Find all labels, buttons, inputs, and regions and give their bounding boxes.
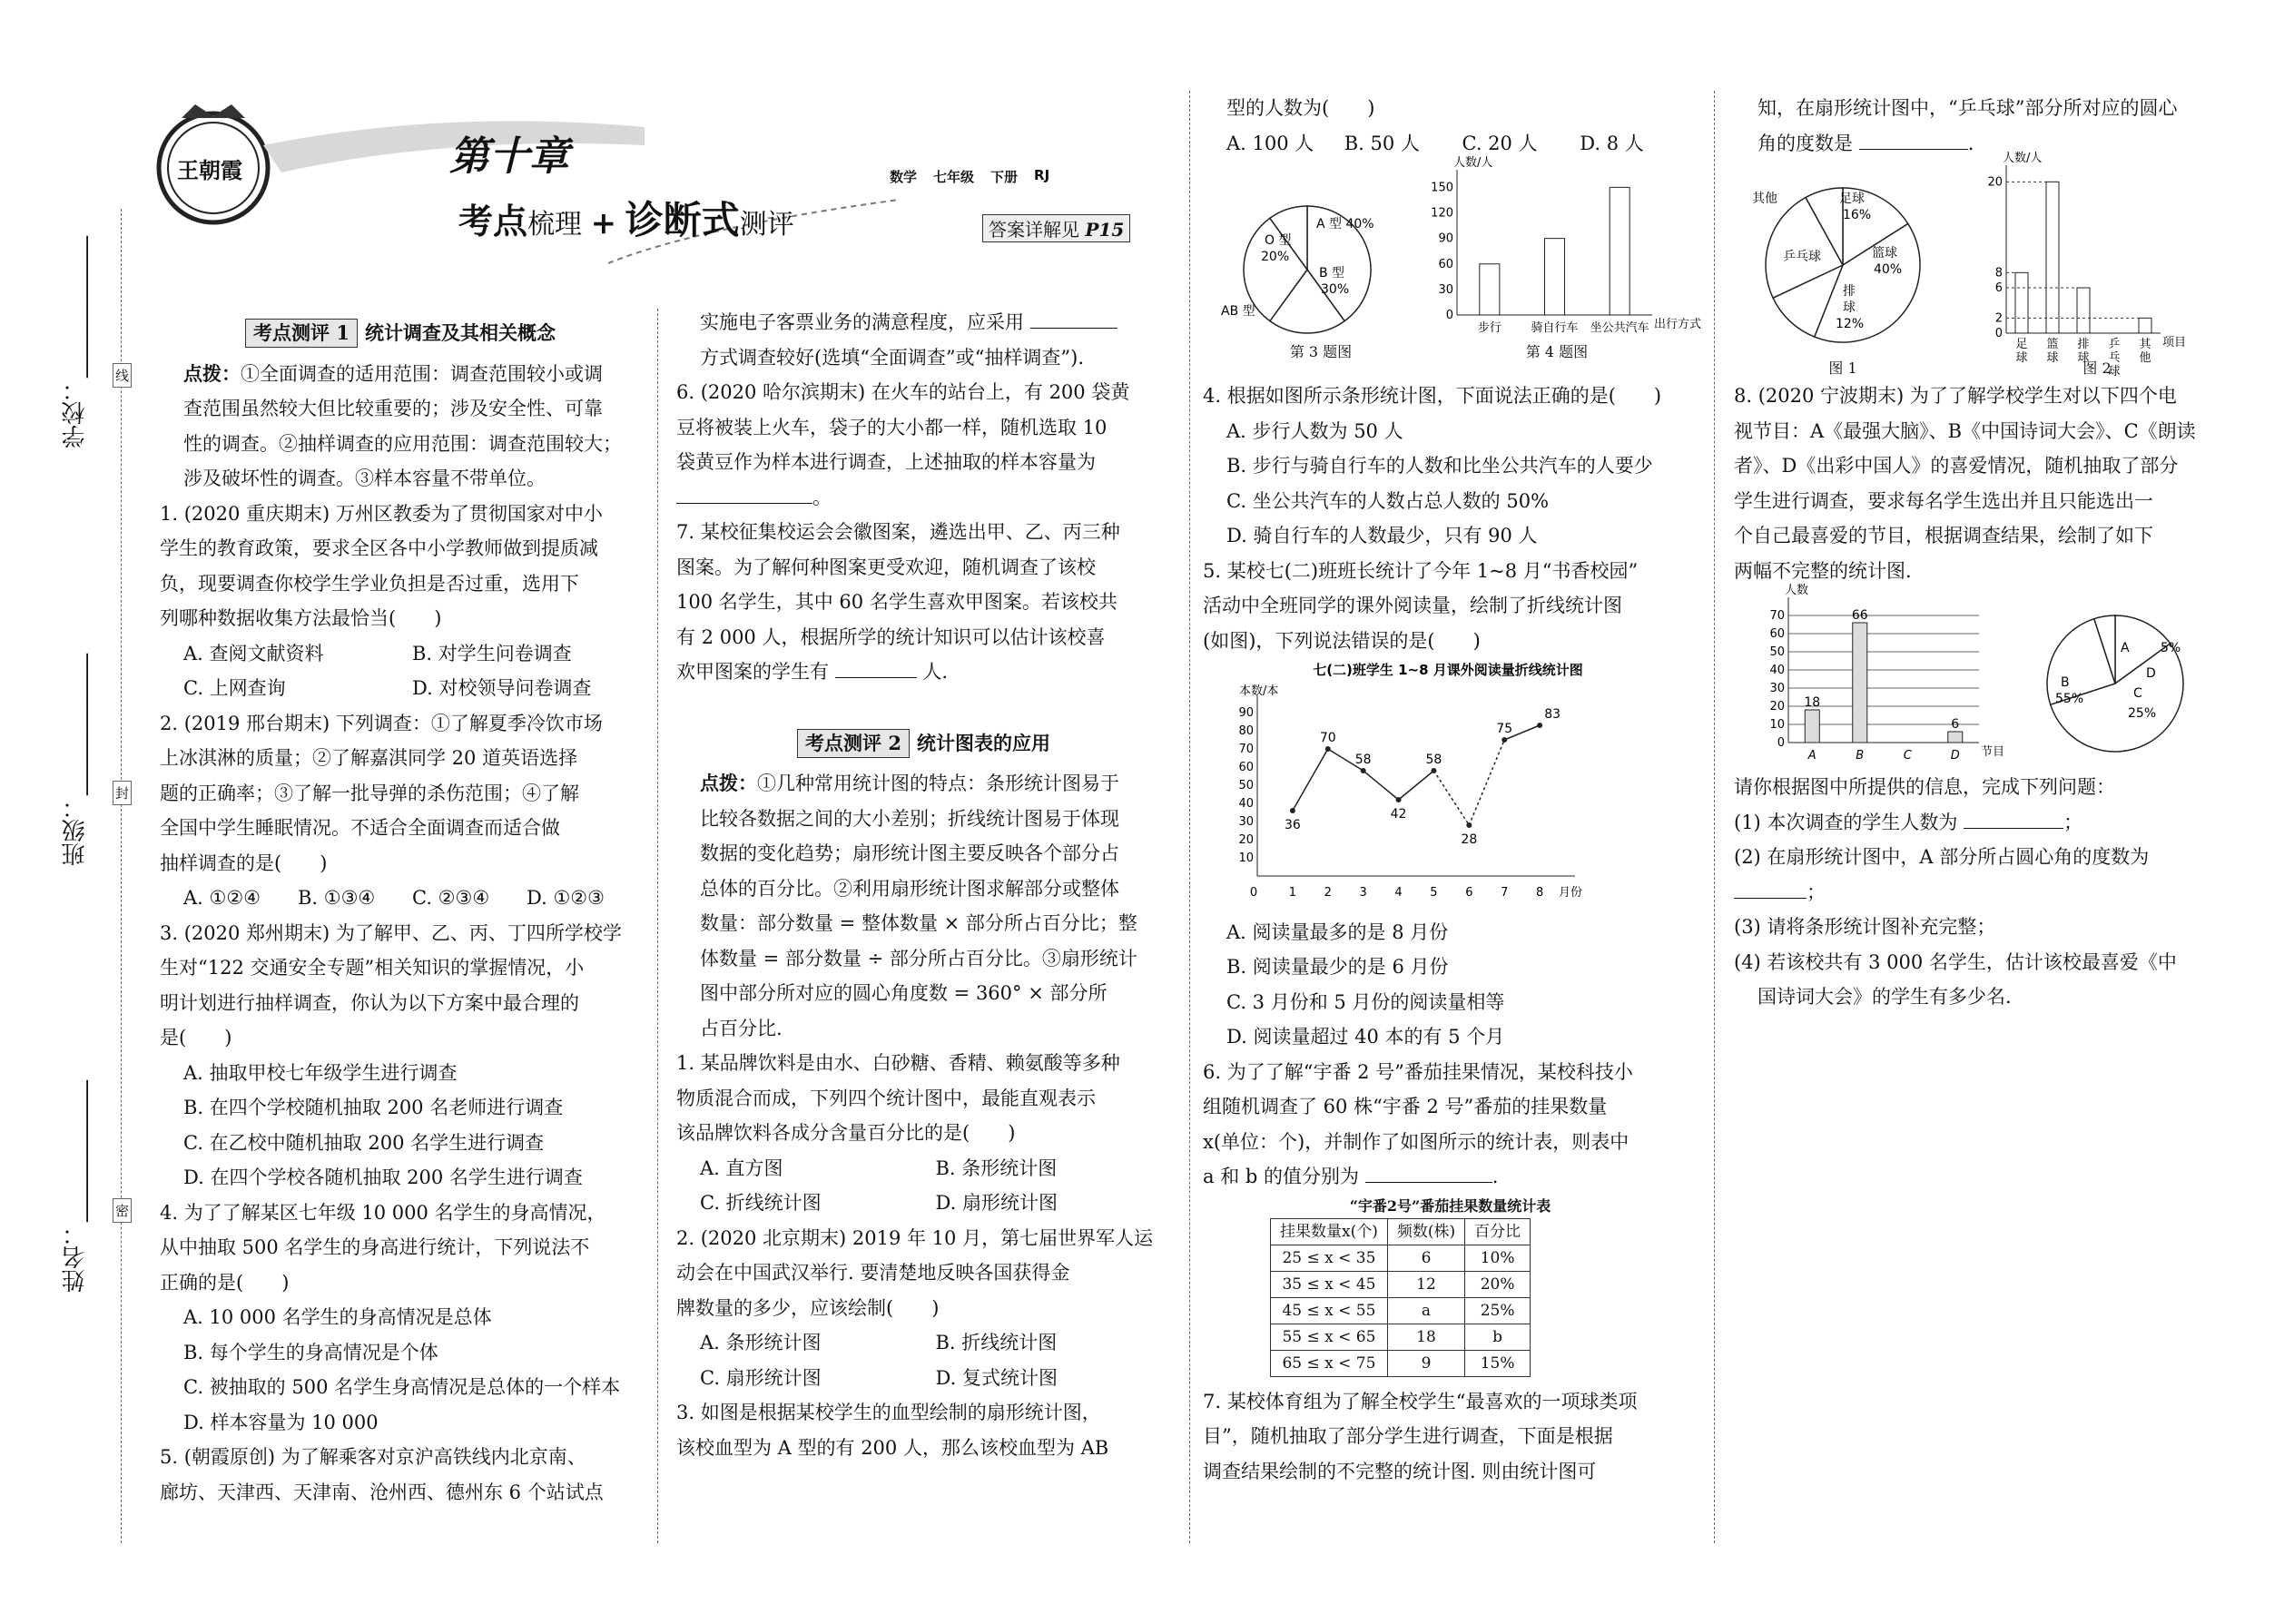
column-2 [676, 305, 1171, 1465]
data-label: 36 [1284, 818, 1301, 832]
question-2-8: 8. (2020 宁波期末) 为了了解学校学生对以下四个电 视节目：A《最强大脑》、B《中国诗词大会》、C《朗读 者》、D《出彩中国人》的喜爱情况，随机抽取了部分 学生进行调查，要求每名学生选出并且只能选出一 个自己最喜爱的节目，根据调查结果，绘制了如下 两幅不完整的统计图. [1734, 385, 2196, 582]
y-tick-label: 10 [1769, 718, 1785, 732]
data-label: 18 [1804, 695, 1821, 710]
data-point [1325, 746, 1331, 752]
pie8-label-a: A [2121, 641, 2130, 655]
y-tick-label: 20 [1987, 175, 2003, 190]
x-tick-label: 0 [1249, 886, 1258, 900]
column-divider-2 [1189, 91, 1190, 1543]
question-2-5-options: A. 阅读量最多的是 8 月份 B. 阅读量最少的是 6 月份 C. 3 月份和 5 月份的阅读量相等 D. 阅读量超过 40 本的有 5 个月 [1226, 920, 1505, 1048]
figure-2-caption: 图 2 [2082, 359, 2112, 377]
table-row [1271, 1271, 1531, 1297]
bar [1948, 732, 1963, 743]
column-divider-1 [657, 309, 658, 1543]
question-1-3-options: A. 抽取甲校七年级学生进行调查 B. 在四个学校随机抽取 200 名老师进行调查 C. 在乙校中随机抽取 200 名学生进行调查 D. 在四个学校各随机抽取 200 名学生进行调查 [183, 1061, 583, 1188]
seal-mark-1: 线 [113, 363, 132, 388]
table-row [1271, 1297, 1531, 1324]
pie3-label-b-pct: 30% [1321, 282, 1350, 297]
logo-seal [150, 100, 277, 227]
y-tick-label: 60 [1438, 257, 1453, 271]
question-2-2: 2. (2020 北京期末) 2019 年 10 月，第七届世界军人运 动会在中国武汉举行. 要清楚地反映各国获得金 牌数量的多少，应该绘制( ) [676, 1226, 1154, 1319]
column-4 [1734, 91, 2242, 1015]
figure-1-caption: 图 1 [1828, 359, 1857, 377]
answer-blank[interactable] [676, 484, 812, 504]
data-label: 58 [1354, 753, 1372, 767]
y-tick-label: 50 [1769, 645, 1785, 659]
answer-blank[interactable] [1734, 879, 1807, 899]
figure-4-caption: 第 4 题图 [1525, 343, 1589, 360]
x-tick-label: C [1903, 749, 1912, 763]
bar [2139, 318, 2151, 333]
y-tick-label: 20 [1238, 833, 1254, 847]
pie7-label-football-pct: 16% [1843, 208, 1872, 222]
bar [1853, 623, 1867, 743]
y-tick-label: 30 [1769, 682, 1785, 695]
x-tick-label: 篮 [2046, 338, 2059, 351]
question-2-3-options: A. 100 人 B. 50 人 C. 20 人 D. 8 人 [1226, 132, 1644, 154]
pie8-label-c: C [2133, 686, 2142, 701]
question-2-7-cont: 知，在扇形统计图中，“乒乓球”部分所对应的圆心 角的度数是 . [1757, 97, 2178, 154]
x-tick-label: 2 [1324, 886, 1332, 900]
bar [1610, 187, 1629, 315]
column-divider-3 [1714, 91, 1715, 1543]
y-tick-label: 120 [1431, 206, 1453, 221]
figure-3-caption: 第 3 题图 [1289, 343, 1353, 360]
pie-chart-q3 [1221, 179, 1421, 360]
table-cell: 35 ≤ x < 45 [1271, 1271, 1388, 1297]
question-2-1-options: A. 直方图 B. 条形统计图 C. 折线统计图 D. 扇形统计图 [700, 1156, 1058, 1214]
section-2-header [676, 726, 1171, 762]
data-label: 28 [1461, 832, 1478, 847]
x-tick-label: 3 [1359, 886, 1367, 900]
x-tick-label: 1 [1288, 886, 1297, 900]
y-axis-label: 人数/人 [2003, 152, 2043, 165]
x-tick-label: 球 [2108, 365, 2121, 379]
table-cell: 20% [1465, 1271, 1531, 1297]
answer-ref: 答案详解见 P15 [982, 214, 1130, 242]
x-tick-label: 8 [1535, 886, 1544, 900]
y-tick-label: 90 [1238, 706, 1254, 720]
x-tick-label: 其 [2139, 338, 2151, 351]
table-cell: 25% [1465, 1297, 1531, 1324]
pie-chart-q8 [2024, 606, 2206, 761]
bar [2015, 272, 2028, 333]
pie7-label-volleyball-pct: 12% [1836, 317, 1865, 331]
chapter-title: 第十章 [449, 133, 569, 180]
y-axis-label: 人数 [1785, 584, 1809, 597]
pie3-label-o: O 型 [1265, 233, 1292, 248]
seal-mark-3: 密 [113, 1198, 132, 1223]
question-1-4-options: A. 10 000 名学生的身高情况是总体 B. 每个学生的身高情况是个体 C. 被抽取的 500 名学生身高情况是总体的一个样本 D. 样本容量为 10 000 [183, 1306, 621, 1433]
answer-blank[interactable] [1365, 1163, 1492, 1183]
line-segment [1364, 771, 1399, 800]
bar-chart-q8 [1752, 584, 2006, 770]
y-tick-label: 150 [1431, 181, 1453, 195]
y-tick-label: 0 [1994, 327, 2003, 340]
line-segment [1293, 749, 1328, 811]
figures-3-4 [1203, 156, 1702, 379]
question-2-4-options: A. 步行人数为 50 人 B. 步行与骑自行车的人数和比坐公共汽车的人要少 C. 坐公共汽车的人数占总人数的 50% D. 骑自行车的人数最少，只有 90 人 [1226, 419, 1653, 546]
pie7-label-basketball: 篮球 [1872, 246, 1897, 261]
question-1-4: 4. 为了了解某区七年级 10 000 名学生的身高情况， 从中抽取 500 名学生的身高进行统计，下列说法不 正确的是( ) [160, 1201, 606, 1294]
answer-blank[interactable] [1030, 309, 1117, 329]
pie7-label-pingpong: 乒乓球 [1783, 250, 1821, 264]
table-cell: 25 ≤ x < 35 [1271, 1245, 1388, 1271]
y-tick-label: 10 [1238, 851, 1254, 865]
y-tick-label: 80 [1238, 724, 1254, 738]
header-subtitle: 考点梳理 + 诊断式测评 [458, 198, 794, 242]
line-chart-q5 [1203, 658, 1693, 903]
x-tick-label: 乓 [2108, 351, 2121, 365]
y-tick-label: 2 [1994, 311, 2003, 326]
x-axis-label: 节目 [1981, 745, 2005, 759]
question-1-5-cont: 实施电子客票业务的满意程度，应采用 方式调查较好(选填“全面调查”或“抽样调查”). [676, 305, 1171, 375]
question-1-2-options: A. ①②④ B. ①③④ C. ②③④ D. ①②③ [183, 887, 605, 909]
question-1-1-options: A. 查阅文献资料 B. 对学生问卷调查 C. 上网查询 D. 对校领导问卷调查 [183, 642, 592, 699]
bar [2077, 288, 2090, 333]
x-tick-label: D [1950, 749, 1960, 763]
data-point [1431, 768, 1436, 773]
x-axis-label: 出行方式 [1654, 318, 1702, 331]
answer-blank[interactable] [1859, 130, 1968, 150]
table-cell: a [1387, 1297, 1464, 1324]
pie3-label-a: A 型 40% [1316, 217, 1374, 231]
table-cell: 10% [1465, 1245, 1531, 1271]
answer-blank[interactable] [1964, 809, 2063, 829]
table-header-cell: 挂果数量x(个) [1271, 1218, 1388, 1245]
pie8-label-a-pct: 5% [2161, 641, 2181, 655]
column-3 [1203, 91, 1702, 1489]
data-label: 58 [1425, 753, 1442, 767]
book-meta: 数学 七年级 下册 RJ [890, 167, 1050, 185]
y-axis-label: 人数/人 [1453, 156, 1493, 170]
name-label: 姓名：____________ [62, 1080, 89, 1293]
x-tick-label: 7 [1501, 886, 1509, 900]
question-2-3-cont: 型的人数为( ) [1226, 97, 1375, 119]
x-tick-label: 球 [2015, 351, 2028, 365]
pie7-label-other: 其他 [1752, 192, 1777, 206]
line-segment [1433, 771, 1469, 825]
pie-chart-q7 [1752, 170, 1943, 351]
bar [1545, 239, 1565, 315]
data-label: 6 [1951, 717, 1960, 732]
question-2-3: 3. 如图是根据某校学生的血型绘制的扇形统计图， 该校血型为 A 型的有 200 人，那么该校血型为 AB [676, 1402, 1109, 1459]
x-axis-label: 月份 [1559, 886, 1583, 900]
table-header-row [1271, 1218, 1531, 1245]
data-point [1537, 723, 1542, 728]
bar-chart-q4 [1412, 156, 1702, 342]
table-header-cell: 百分比 [1465, 1218, 1531, 1245]
line-chart-title: 七(二)班学生 1~8 月课外阅读量折线统计图 [1313, 662, 1583, 678]
x-tick-label: 骑自行车 [1531, 321, 1579, 335]
y-tick-label: 50 [1238, 779, 1254, 792]
data-label: 75 [1496, 722, 1513, 736]
pie3-label-o-pct: 20% [1261, 250, 1290, 264]
table-cell: 55 ≤ x < 65 [1271, 1324, 1388, 1350]
table-cell: 45 ≤ x < 55 [1271, 1297, 1388, 1324]
section-2-title: 统计图表的应用 [916, 731, 1050, 754]
figures-8 [1734, 584, 2242, 770]
school-label: 学校：____________ [62, 236, 89, 448]
data-label: 70 [1319, 731, 1336, 745]
bar [1480, 264, 1500, 315]
section-1-title: 统计调查及其相关概念 [364, 321, 556, 344]
table-row [1271, 1324, 1531, 1350]
x-tick-label: 足 [2015, 338, 2028, 351]
section-1-badge: 考点测评 1 [245, 319, 358, 348]
class-label: 班级：____________ [62, 654, 89, 866]
question-2-4: 4. 根据如图所示条形统计图，下面说法正确的是( ) [1203, 385, 1662, 407]
data-point [1466, 822, 1472, 828]
table-row [1271, 1350, 1531, 1376]
pie8-label-d: D [2146, 666, 2156, 681]
question-2-8-subs: (1) 本次调查的学生人数为 ； (2) 在扇形统计图中，A 部分所占圆心角的度数为 ； (3) 请将条形统计图补充完整； (4) 若该校共有 3 000 名学生，估计该校最喜爱《中 国诗词大会》的学生有多少名. [1734, 805, 2242, 1015]
data-point [1396, 797, 1402, 802]
question-2-8-ask: 请你根据图中所提供的信息，完成下列问题： [1734, 776, 2115, 798]
pie3-label-ab: AB 型 [1221, 304, 1255, 319]
pie3-label-b: B 型 [1319, 266, 1345, 281]
data-label: 66 [1851, 608, 1868, 623]
logo-text: 王朝霞 [177, 157, 242, 183]
y-axis-label: 本数/本 [1239, 684, 1279, 698]
question-1-1: 1. (2020 重庆期末) 万州区教委为了贯彻国家对中小 学生的教育政策，要求全区各中小学教师做到提质减 负，现要调查你校学生学业负担是否过重，选用下 列哪种数据收集方法最恰当( ) [160, 502, 603, 629]
column-1 [160, 310, 641, 1510]
y-tick-label: 90 [1438, 231, 1453, 246]
section-1-tip: 点拨：①全面调查的适用范围：调查范围较小或调 查范围虽然较大但比较重要的；涉及安全性、可靠 性的调查。②抽样调查的应用范围：调查范围较大； 涉及破坏性的调查。③样本容量不带单位。 [183, 361, 622, 489]
answer-blank[interactable] [835, 658, 917, 678]
table-title: “宇番2号”番茄挂果数量统计表 [1349, 1196, 1551, 1215]
line-segment [1399, 771, 1434, 800]
question-2-1: 1. 某品牌饮料是由水、白砂糖、香精、赖氨酸等多种 物质混合而成，下列四个统计图中，最能直观表示 该品牌饮料各成分含量百分比的是( ) [676, 1052, 1120, 1144]
question-1-5: 5. (朝霞原创) 为了解乘客对京沪高铁线内北京南、 廊坊、天津西、天津南、沧州西、德州东 6 个站试点 [160, 1446, 604, 1503]
table-cell: 6 [1387, 1245, 1464, 1271]
section-2-badge: 考点测评 2 [797, 729, 910, 758]
y-tick-label: 0 [1777, 736, 1785, 750]
pie7-label-volleyball-a: 排 [1843, 284, 1856, 299]
pie7-label-football: 足球 [1839, 192, 1865, 206]
table-cell: 65 ≤ x < 75 [1271, 1350, 1388, 1376]
data-label: 83 [1544, 707, 1561, 722]
data-point [1290, 808, 1295, 813]
pie8-label-b: B [2061, 675, 2070, 690]
table-cell: b [1465, 1324, 1531, 1350]
bar [2046, 182, 2059, 333]
x-tick-label: 他 [2139, 351, 2151, 365]
x-tick-label: 排 [2077, 338, 2090, 351]
figures-7 [1734, 152, 2242, 379]
question-2-6: 6. 为了了解“宇番 2 号”番茄挂果情况，某校科技小 组随机调查了 60 株“宇番 2 号”番茄的挂果数量 x(单位：个)，并制作了如图所示的统计表，则表中 a 和 b 的值分别为 . [1203, 1060, 1633, 1187]
x-tick-label: B [1856, 749, 1865, 763]
y-tick-label: 60 [1238, 761, 1254, 774]
x-tick-label: A [1807, 749, 1816, 763]
y-tick-label: 30 [1238, 815, 1254, 829]
table-cell: 9 [1387, 1350, 1464, 1376]
y-tick-label: 0 [1445, 309, 1453, 322]
data-point [1361, 768, 1366, 773]
y-tick-label: 30 [1438, 282, 1453, 297]
question-1-2: 2. (2019 邢台期末) 下列调查：①了解夏季冷饮市场 上冰淇淋的质量；②了解嘉淇同学 20 道英语选择 题的正确率；③了解一批导弹的杀伤范围；④了解 全国中学生睡眠情况。不适合全面调查而适合做 抽样调查的是( ) [160, 712, 603, 874]
data-label: 42 [1390, 807, 1407, 822]
x-axis-label: 项目 [2162, 336, 2187, 349]
x-tick-label: 球 [2077, 351, 2090, 365]
data-point [1501, 737, 1507, 743]
seal-mark-2: 封 [113, 781, 132, 805]
bar [1805, 710, 1819, 743]
pie7-label-basketball-pct: 40% [1874, 262, 1903, 277]
pie8-label-c-pct: 25% [2128, 706, 2157, 721]
pie8-label-b-pct: 55% [2055, 692, 2084, 706]
fruit-count-table [1270, 1218, 1531, 1377]
x-tick-label: 步行 [1477, 321, 1501, 335]
table-cell: 18 [1387, 1324, 1464, 1350]
question-2-2-options: A. 条形统计图 B. 折线统计图 C. 扇形统计图 D. 复式统计图 [700, 1332, 1058, 1389]
table-header-cell: 频数(株) [1387, 1218, 1464, 1245]
x-tick-label: 5 [1430, 886, 1438, 900]
section-2-tip: 点拨：①几种常用统计图的特点：条形统计图易于 比较各数据之间的大小差别；折线统计图易于体现 数据的变化趋势；扇形统计图主要反映各个部分占 总体的百分比。②利用扇形统计图求解部分或整体 数量：部分数量 = 整体数量 × 部分所占百分比；整 体数量 = 部分数量 ÷ 部分所占百分比。③扇形统计 图中部分所对应的圆心角度数 = 360° × 部分所 占百分比. [700, 772, 1137, 1039]
y-tick-label: 40 [1769, 664, 1785, 677]
y-tick-label: 40 [1238, 797, 1254, 811]
binding-line [121, 209, 122, 1543]
line-segment [1469, 740, 1504, 825]
question-1-3: 3. (2020 郑州期末) 为了解甲、乙、丙、丁四所学校学 生对“122 交通安全专题”相关知识的掌握情况，小 明计划进行抽样调查，你认为以下方案中最合理的 是( ) [160, 921, 622, 1048]
y-tick-label: 6 [1994, 281, 2003, 295]
x-tick-label: 6 [1465, 886, 1473, 900]
question-2-5: 5. 某校七(二)班班长统计了今年 1~8 月“书香校园” 活动中全班同学的课外阅读量，绘制了折线统计图 (如图)，下列说法错误的是( ) [1203, 559, 1639, 652]
x-tick-label: 4 [1394, 886, 1403, 900]
x-tick-label: 乒 [2108, 338, 2121, 351]
question-1-6: 6. (2020 哈尔滨期末) 在火车的站台上，有 200 袋黄 豆将被装上火车，袋子的大小都一样，随机选取 10 袋黄豆作为样本进行调查，上述抽取的样本容量为 。 [676, 381, 1130, 508]
y-tick-label: 20 [1769, 700, 1785, 714]
table-cell: 12 [1387, 1271, 1464, 1297]
pie7-label-volleyball-b: 球 [1843, 300, 1856, 315]
x-tick-label: 坐公共汽车 [1590, 321, 1649, 335]
y-tick-label: 70 [1238, 743, 1254, 756]
table-row [1271, 1245, 1531, 1271]
table-cell: 15% [1465, 1350, 1531, 1376]
x-tick-label: 球 [2046, 351, 2059, 365]
question-1-7: 7. 某校征集校运会会徽图案，遴选出甲、乙、丙三种 图案。为了解何种图案更受欢迎，随机调查了该校 100 名学生，其中 60 名学生喜欢甲图案。若该校共 有 2 000 人，根据所学的统计知识可以估计该校喜 欢甲图案的学生有 人. [676, 521, 1120, 683]
header-ribbon [263, 91, 899, 272]
question-2-7: 7. 某校体育组为了解全校学生“最喜欢的一项球类项 目”，随机抽取了部分学生进行调查，下面是根据 调查结果绘制的不完整的统计图. 则由统计图可 [1203, 1390, 1638, 1482]
y-tick-label: 70 [1769, 609, 1785, 623]
section-1-header [160, 316, 641, 351]
y-tick-label: 8 [1994, 266, 2003, 281]
y-tick-label: 60 [1769, 627, 1785, 641]
